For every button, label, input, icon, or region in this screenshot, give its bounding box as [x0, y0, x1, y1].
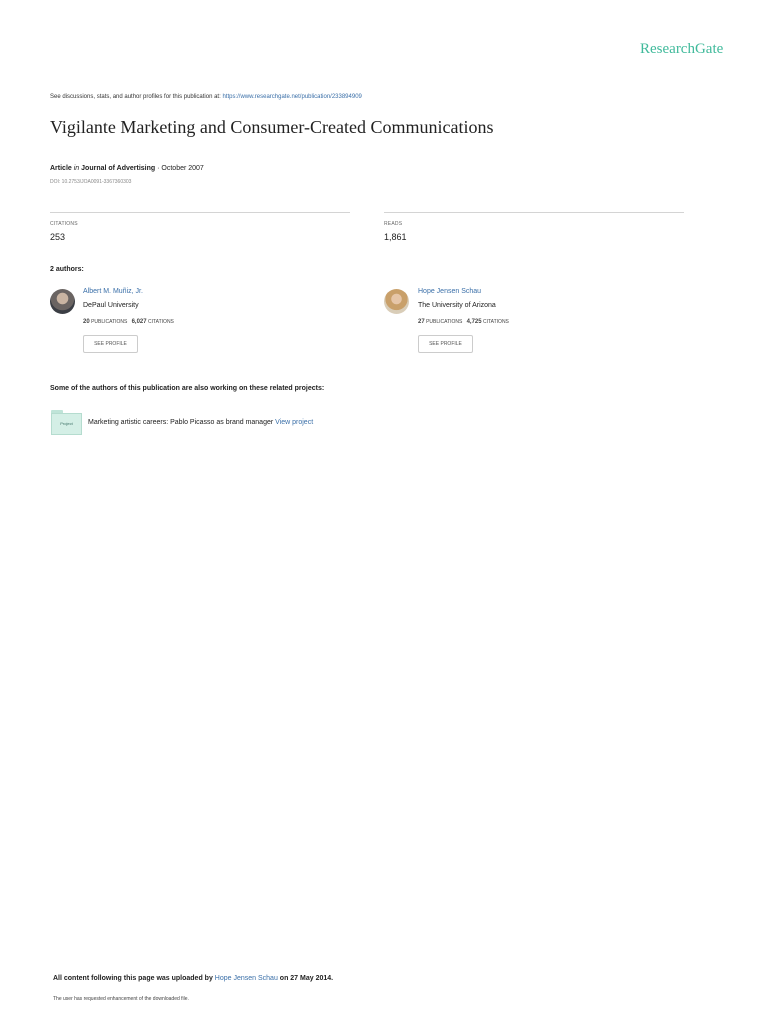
- citations-value: 253: [50, 232, 66, 242]
- upload-suffix: on 27 May 2014.: [277, 975, 334, 982]
- publication-type: Article: [50, 165, 72, 172]
- journal-name: Journal of Advertising: [81, 165, 156, 172]
- publication-title: Vigilante Marketing and Consumer-Created Communications: [50, 117, 494, 137]
- author-citations-label: CITATIONS: [481, 319, 509, 325]
- author-citations-count: 6,027: [131, 319, 147, 325]
- uploader-link[interactable]: Hope Jensen Schau: [214, 975, 278, 982]
- discussion-prefix: See discussions, stats, and author profiles for this publication at:: [50, 94, 223, 100]
- author-avatar[interactable]: [384, 289, 409, 314]
- upload-note: [53, 975, 333, 982]
- divider-right: [384, 212, 684, 213]
- related-projects-heading: Some of the authors of this publication are also working on these related projects:: [50, 385, 325, 392]
- divider-left: [50, 212, 350, 213]
- see-profile-button[interactable]: SEE PROFILE: [418, 335, 473, 353]
- author-citations-count: 4,725: [466, 319, 482, 325]
- publication-meta: [50, 165, 204, 172]
- author-name-link[interactable]: Hope Jensen Schau: [418, 288, 482, 295]
- doi-text: DOI: 10.2753/JOA0091-3367360303: [50, 179, 132, 185]
- author-institution: DePaul University: [83, 302, 139, 309]
- upload-prefix: All content following this page was uploaded by: [53, 975, 215, 982]
- meta-in-word: in: [73, 165, 80, 172]
- author-name-link[interactable]: Albert M. Muñiz, Jr.: [83, 288, 143, 295]
- author-citations-label: CITATIONS: [146, 319, 174, 325]
- publications-label: PUBLICATIONS: [424, 319, 463, 325]
- publications-label: PUBLICATIONS: [89, 319, 128, 325]
- researchgate-logo[interactable]: ResearchGate: [640, 41, 724, 57]
- publication-date: · October 2007: [155, 165, 204, 172]
- publications-count: 27: [418, 319, 425, 325]
- project-item: [88, 419, 313, 426]
- project-title: Marketing artistic careers: Pablo Picasso as brand manager: [88, 419, 276, 426]
- discussion-line: [50, 94, 362, 100]
- reads-label: READS: [384, 221, 403, 227]
- view-project-link[interactable]: View project: [275, 419, 314, 426]
- authors-heading: 2 authors:: [50, 266, 84, 273]
- author-avatar[interactable]: [50, 289, 75, 314]
- project-icon-label: Project: [60, 421, 73, 426]
- enhancement-note: The user has requested enhancement of the downloaded file.: [53, 996, 189, 1002]
- author-stats: [83, 319, 174, 325]
- publication-url-link[interactable]: https://www.researchgate.net/publication/233894909: [222, 94, 362, 100]
- publications-count: 20: [83, 319, 90, 325]
- author-institution: The University of Arizona: [418, 302, 496, 309]
- citations-label: CITATIONS: [50, 221, 78, 227]
- project-folder-icon[interactable]: [51, 410, 82, 435]
- author-stats: [418, 319, 509, 325]
- see-profile-button[interactable]: SEE PROFILE: [83, 335, 138, 353]
- reads-value: 1,861: [384, 232, 407, 242]
